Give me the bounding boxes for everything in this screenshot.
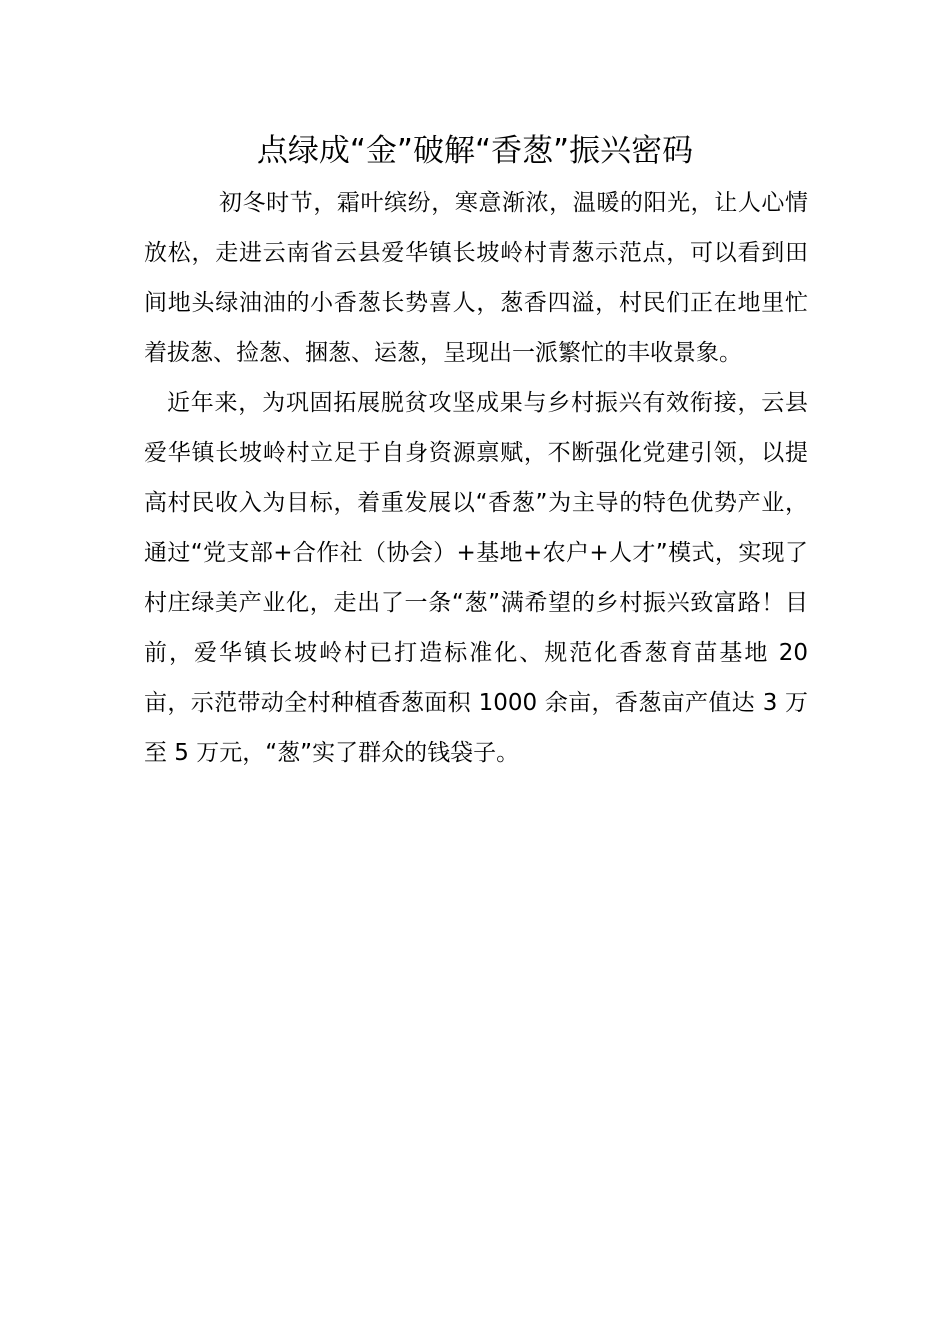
paragraph-2: 近年来，为巩固拓展脱贫攻坚成果与乡村振兴有效衔接，云县爱华镇长坡岭村立足于自身资源禀赋，不断强化党建引领，以提高村民收入为目标，着重发展以“香葱”为主导的特色优势产业，通过“党支部+合作社（协会）+基地+农户+人才”模式，实现了村庄绿美产业化，走出了一条“葱”满希望的乡村振兴致富路！目前，爱华镇长坡岭村已打造标准化、规范化香葱育苗基地 20 亩，示范带动全村种植香葱面积 1000 余亩，香葱亩产值达 3 万至 5 万元，“葱”实了群众的钱袋子。: [144, 390, 808, 766]
document-title: 点绿成“金”破解“香葱”振兴密码: [256, 133, 694, 169]
paragraph-1: 初冬时节，霜叶缤纷，寒意渐浓，温暖的阳光，让人心情放松，走进云南省云县爱华镇长坡岭村青葱示范点，可以看到田间地头绿油油的小香葱长势喜人，葱香四溢，村民们正在地里忙着拔葱、捡葱、捆葱、运葱，呈现出一派繁忙的丰收景象。: [144, 190, 808, 366]
document-body: [144, 178, 808, 778]
